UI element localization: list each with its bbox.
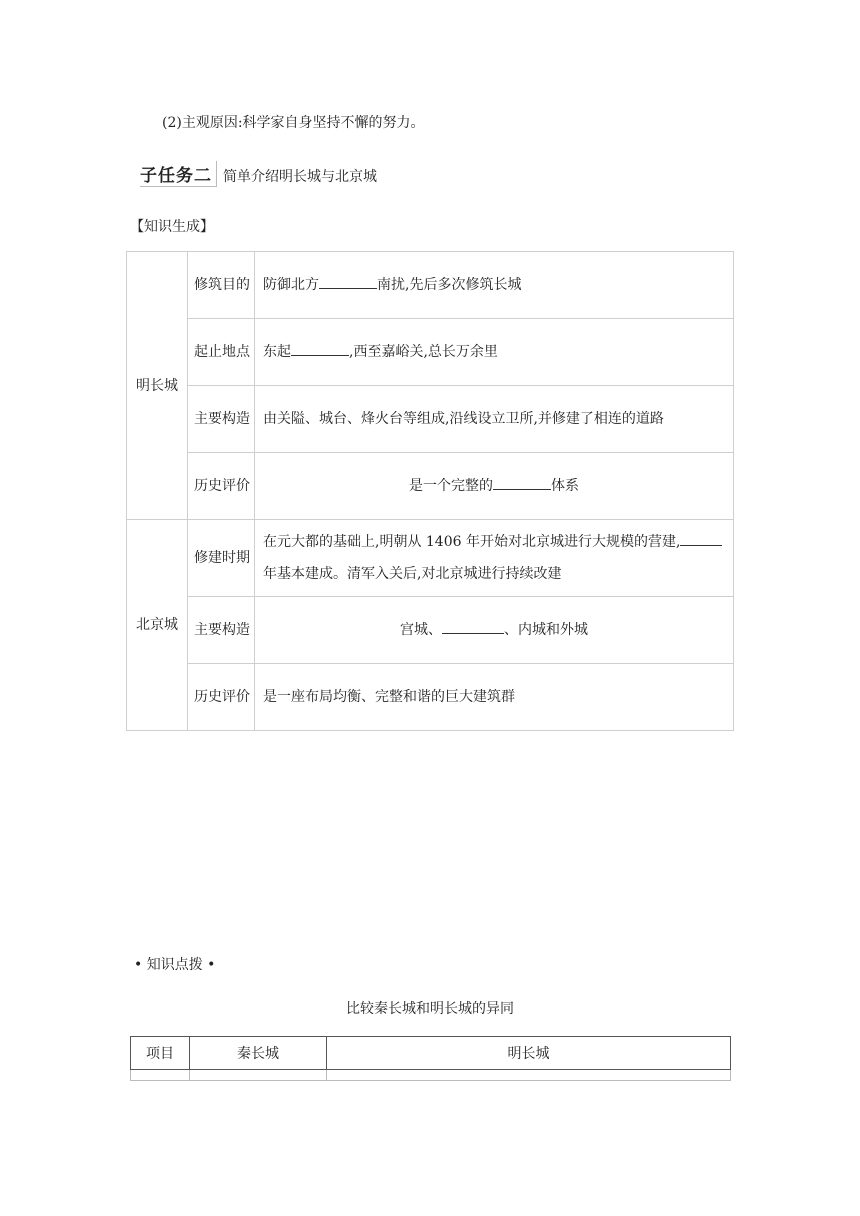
fill-blank[interactable] [291, 341, 349, 356]
comparison-table [130, 1036, 731, 1081]
row-content-purpose: 防御北方 南扰,先后多次修筑长城 [255, 252, 734, 319]
header-ming-wall: 明长城 [327, 1037, 731, 1070]
subtask-tag: 子任务二 [140, 161, 217, 187]
row-label-structure: 主要构造 [188, 386, 255, 453]
empty-cell [327, 1070, 731, 1081]
row-label-period: 修建时期 [188, 520, 255, 597]
empty-cell [131, 1070, 190, 1081]
header-item: 项目 [131, 1037, 190, 1070]
subtask-title: 简单介绍明长城与北京城 [223, 169, 377, 185]
intro-subjective-reason: (2)主观原因:科学家自身坚持不懈的努力。 [162, 115, 425, 131]
row-label-evaluation: 历史评价 [188, 453, 255, 520]
row-label-purpose: 修筑目的 [188, 252, 255, 319]
fill-blank[interactable] [442, 619, 504, 634]
header-qin-wall: 秦长城 [190, 1037, 327, 1070]
row-content-evaluation: 是一个完整的 体系 [255, 453, 734, 520]
fill-blank[interactable] [493, 475, 551, 490]
row-label-endpoints: 起止地点 [188, 319, 255, 386]
knowledge-table [126, 251, 734, 731]
fill-blank[interactable] [319, 274, 377, 289]
subtask-heading [140, 161, 377, 187]
row-label-layout: 主要构造 [188, 597, 255, 664]
row-content-period: 在元大都的基础上,明朝从 1406 年开始对北京城进行大规模的营建,年基本建成。清军入关后,对北京城进行持续改建 [255, 520, 734, 597]
row-content-layout: 宫城、 、内城和外城 [255, 597, 734, 664]
knowledge-generation-heading: 【知识生成】 [130, 219, 214, 235]
knowledge-tip-heading: • 知识点拨 • [134, 957, 216, 973]
comparison-title: 比较秦长城和明长城的异同 [346, 1001, 514, 1017]
row-content-structure: 由关隘、城台、烽火台等组成,沿线设立卫所,并修建了相连的道路 [255, 386, 734, 453]
empty-cell [190, 1070, 327, 1081]
group-beijing-city: 北京城 [127, 520, 188, 731]
fill-blank[interactable] [680, 531, 722, 546]
row-content-beijing-evaluation: 是一座布局均衡、完整和谐的巨大建筑群 [255, 664, 734, 731]
group-ming-great-wall: 明长城 [127, 252, 188, 520]
row-label-beijing-evaluation: 历史评价 [188, 664, 255, 731]
row-content-endpoints: 东起 ,西至嘉峪关,总长万余里 [255, 319, 734, 386]
